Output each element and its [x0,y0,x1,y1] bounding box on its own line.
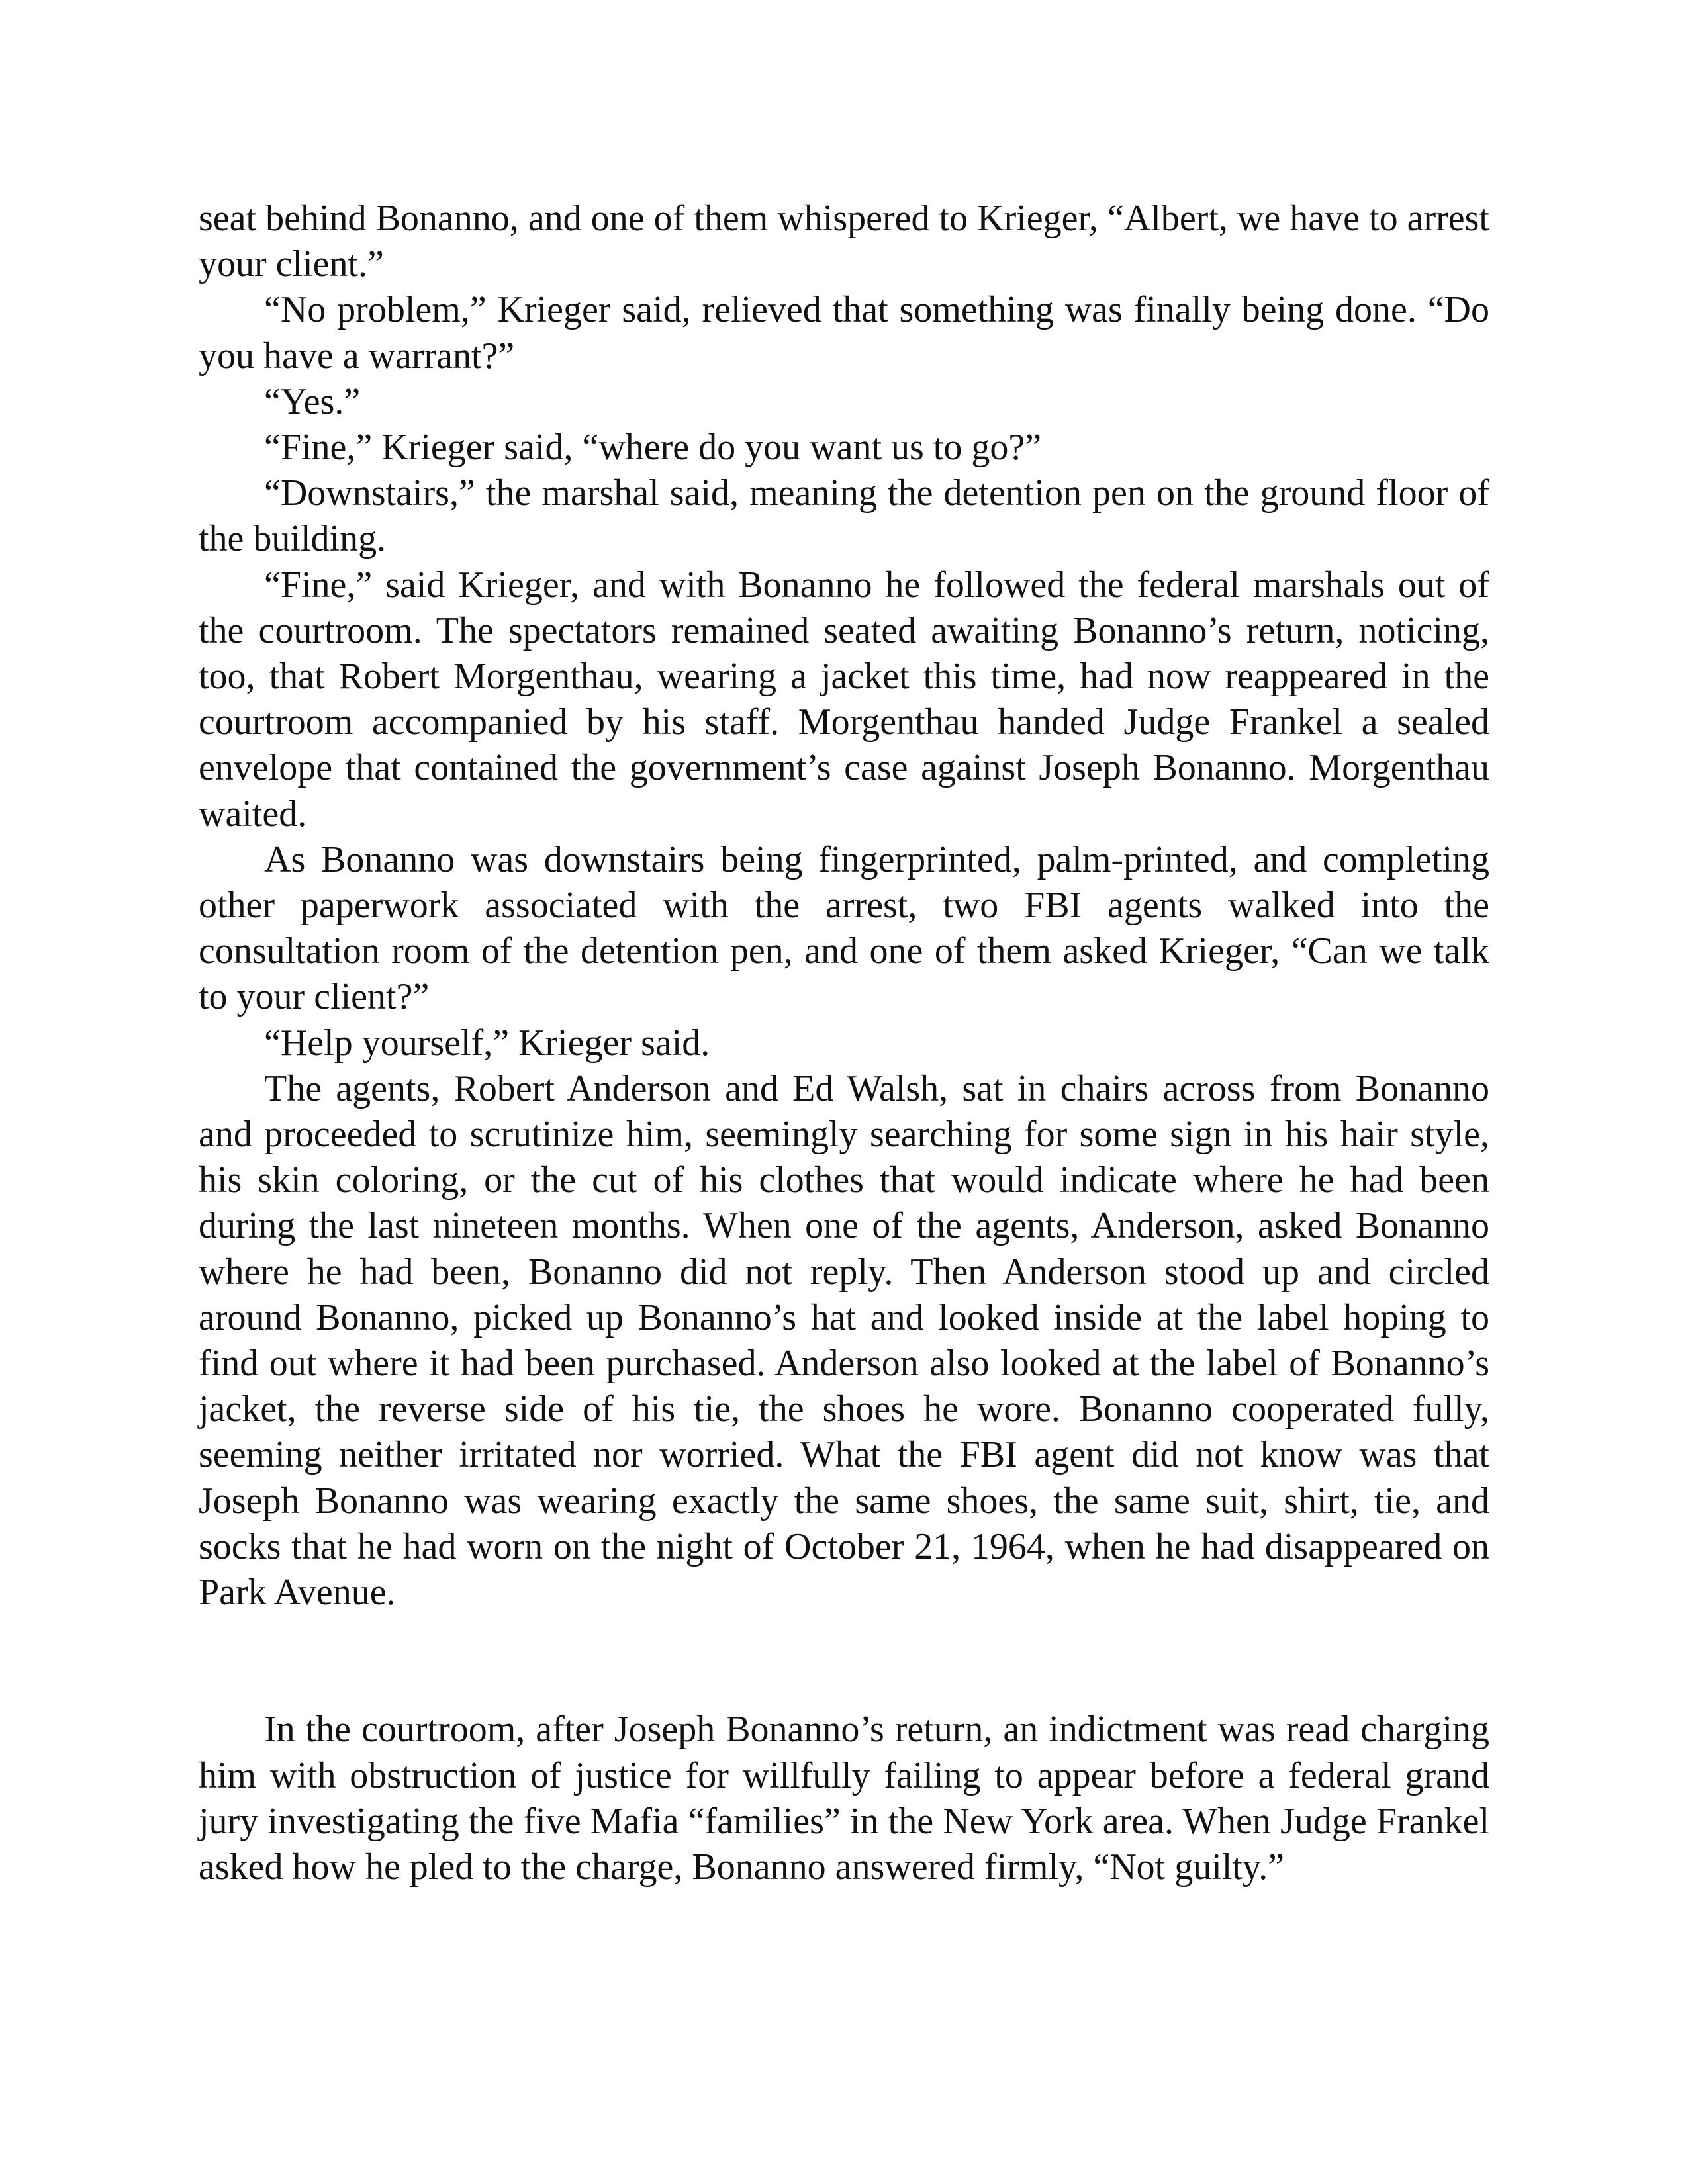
paragraph-indictment: In the courtroom, after Joseph Bonanno’s return, an indictment was read charging him with obstruction of justice for willfully failing to appear before a federal grand jury investigating the five Mafia “families” in the New York area. When Judge Frankel asked how he pled to the charge, Bonanno answered firmly, “Not guilty.” [199,1709,1489,1888]
page-body [199,196,1489,1890]
section-break [199,1615,1489,1707]
paragraph-continued: seat behind Bonanno, and one of them whispered to Krieger, “Albert, we have to arrest your client.” [199,198,1489,285]
paragraph-downstairs: “Downstairs,” the marshal said, meaning the detention pen on the ground floor of the building. [199,473,1489,560]
paragraph-agents-scrutinize: The agents, Robert Anderson and Ed Walsh, sat in chairs across from Bonanno and proceeded to scrutinize him, seemingly searching for some sign in his hair style, his skin coloring, or the cut of his clothes that would indicate where he had been during the last nineteen months. When one of the agents, Anderson, asked Bonanno where he had been, Bonanno did not reply. Then Anderson stood up and circled around Bonanno, picked up Bonanno’s hat and looked inside at the label hoping to find out where it had been purchased. Anderson also looked at the label of Bonanno’s jacket, the reverse side of his tie, the shoes he wore. Bonanno cooperated fully, seeming neither irritated nor worried. What the FBI agent did not know was that Joseph Bonanno was wearing exactly the same shoes, the same suit, shirt, tie, and socks that he had worn on the night of October 21, 1964, when he had disappeared on Park Avenue. [199,1068,1489,1614]
paragraph-yes: “Yes.” [264,381,361,422]
paragraph-fingerprinted: As Bonanno was downstairs being fingerprinted, palm-printed, and completing other paperwork associated with the arrest, two FBI agents walked into the consultation room of the detention pen, and one of them asked Krieger, “Can we talk to your client?” [199,839,1489,1018]
paragraph-help-yourself: “Help yourself,” Krieger said. [264,1022,710,1064]
paragraph-no-problem: “No problem,” Krieger said, relieved that something was finally being done. “Do you have a warrant?” [199,289,1489,377]
paragraph-followed-marshals: “Fine,” said Krieger, and with Bonanno he followed the federal marshals out of the courtroom. The spectators remained seated awaiting Bonanno’s return, noticing, too, that Robert Morgenthau, wearing a jacket this time, had now reappeared in the courtroom accompanied by his staff. Morgenthau handed Judge Frankel a sealed envelope that contained the government’s case against Joseph Bonanno. Morgenthau waited. [199,564,1489,835]
paragraph-where-go: “Fine,” Krieger said, “where do you want us to go?” [264,427,1042,469]
